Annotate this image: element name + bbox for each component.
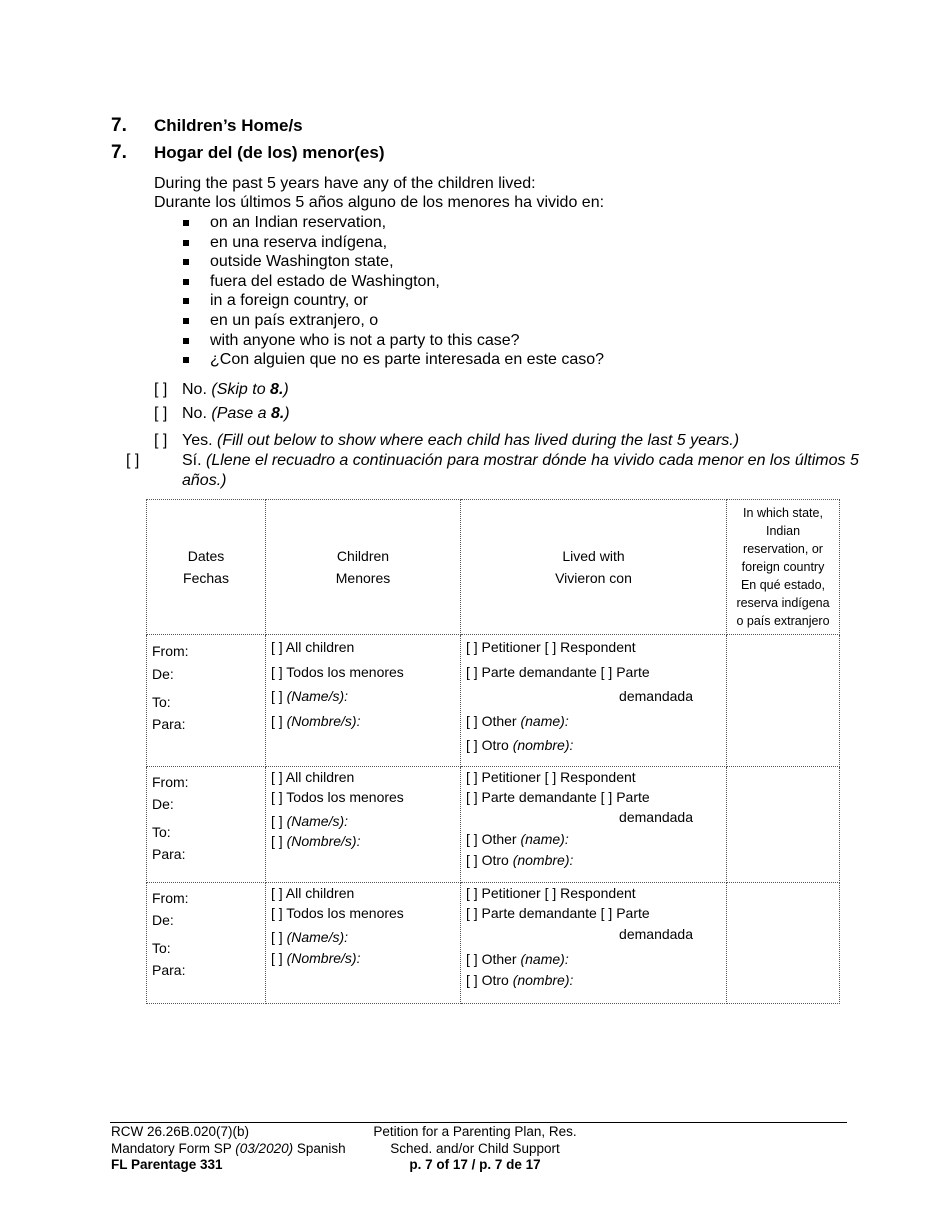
- lived-with-cell: [461, 883, 727, 1004]
- parte-demandante-checkbox[interactable]: [ ] Parte demandante [ ] Parte: [466, 789, 650, 805]
- petitioner-respondent-checkbox[interactable]: [ ] Petitioner [ ] Respondent: [466, 639, 636, 655]
- todos-menores-checkbox[interactable]: [ ] Todos los menores: [271, 663, 404, 680]
- bullet-item: fuera del estado de Washington,: [182, 272, 604, 292]
- dates-cell: [147, 883, 266, 1004]
- demandada-label: demandada: [619, 809, 693, 825]
- nombres-field[interactable]: [ ] (Nombre/s):: [271, 950, 361, 966]
- demandada-label: demandada: [619, 926, 693, 942]
- de-field[interactable]: De:: [152, 912, 174, 928]
- nombres-field[interactable]: [ ] (Nombre/s):: [271, 712, 361, 729]
- children-cell: [266, 883, 461, 1004]
- footer-center: [355, 1124, 595, 1174]
- otro-field[interactable]: [ ] Otro (nombre):: [466, 852, 574, 868]
- bullet-item: en una reserva indígena,: [182, 233, 604, 253]
- para-field[interactable]: Para:: [152, 716, 186, 732]
- bullet-item: on an Indian reservation,: [182, 213, 604, 233]
- petitioner-respondent-checkbox[interactable]: [ ] Petitioner [ ] Respondent: [466, 769, 636, 785]
- lived-with-cell: [461, 635, 727, 767]
- bullet-item: outside Washington state,: [182, 252, 604, 272]
- bullet-item: en un país extranjero, o: [182, 311, 604, 331]
- other-field[interactable]: [ ] Other (name):: [466, 831, 569, 847]
- header-dates: Dates Fechas: [147, 500, 266, 635]
- table-header-row: [147, 500, 840, 635]
- de-field[interactable]: De:: [152, 796, 174, 812]
- to-field[interactable]: To:: [152, 940, 171, 956]
- option-no-es: [ ] No. (Pase a 8.): [154, 405, 290, 422]
- all-children-checkbox[interactable]: [ ] All children: [271, 769, 355, 785]
- location-cell[interactable]: [727, 883, 840, 1004]
- footer-form-line: Mandatory Form SP (03/2020) Spanish: [111, 1140, 346, 1156]
- children-cell: [266, 635, 461, 767]
- para-field[interactable]: Para:: [152, 962, 186, 978]
- intro-text-en: During the past 5 years have any of the children lived:: [154, 175, 536, 192]
- footer-divider: [110, 1122, 847, 1123]
- names-field[interactable]: [ ] (Name/s):: [271, 929, 349, 945]
- bullet-item: with anyone who is not a party to this case?: [182, 331, 604, 351]
- option-no-en: [ ] No. (Skip to 8.): [154, 381, 289, 398]
- all-children-checkbox[interactable]: [ ] All children: [271, 885, 355, 901]
- footer-title-2: Sched. and/or Child Support: [390, 1140, 560, 1156]
- checkbox-no-es[interactable]: [ ]: [154, 405, 168, 422]
- section-title-en: Children’s Home/s: [154, 116, 303, 135]
- otro-field[interactable]: [ ] Otro (nombre):: [466, 972, 574, 988]
- header-lived-with: Lived with Vivieron con: [461, 500, 727, 635]
- names-field[interactable]: [ ] (Name/s):: [271, 688, 349, 704]
- other-field[interactable]: [ ] Other (name):: [466, 712, 569, 729]
- footer-page-number: p. 7 of 17 / p. 7 de 17: [409, 1157, 541, 1172]
- option-yes-en: [ ] Yes. (Fill out below to show where each child has lived during the last 5 years.): [154, 432, 740, 449]
- footer-title-1: Petition for a Parenting Plan, Res.: [373, 1124, 577, 1139]
- from-field[interactable]: From:: [152, 774, 189, 790]
- header-location: In which state, Indian reservation, or foreign country En qué estado, reserva indígena o país extranjero: [727, 500, 840, 635]
- table-row: [147, 767, 840, 883]
- bullet-item: in a foreign country, or: [182, 291, 604, 311]
- footer-form-id: FL Parentage 331: [111, 1157, 223, 1172]
- all-children-checkbox[interactable]: [ ] All children: [271, 639, 355, 655]
- residence-bullet-list: [182, 213, 604, 370]
- to-field[interactable]: To:: [152, 824, 171, 840]
- location-cell[interactable]: [727, 635, 840, 767]
- lived-with-cell: [461, 767, 727, 883]
- from-field[interactable]: From:: [152, 890, 189, 906]
- todos-menores-checkbox[interactable]: [ ] Todos los menores: [271, 905, 404, 921]
- table-row: [147, 883, 840, 1004]
- bullet-item: ¿Con alguien que no es parte interesada en este caso?: [182, 350, 604, 370]
- names-field[interactable]: [ ] (Name/s):: [271, 813, 349, 829]
- section-number-es: 7.: [111, 142, 127, 163]
- de-field[interactable]: De:: [152, 665, 174, 682]
- petitioner-respondent-checkbox[interactable]: [ ] Petitioner [ ] Respondent: [466, 885, 636, 901]
- parte-demandante-checkbox[interactable]: [ ] Parte demandante [ ] Parte: [466, 905, 650, 921]
- section-title-es: Hogar del (de los) menor(es): [154, 143, 385, 162]
- dates-cell: [147, 635, 266, 767]
- from-field[interactable]: From:: [152, 643, 189, 659]
- footer-left: [111, 1124, 346, 1174]
- location-cell[interactable]: [727, 767, 840, 883]
- checkbox-yes-en[interactable]: [ ]: [154, 432, 168, 449]
- dates-cell: [147, 767, 266, 883]
- to-field[interactable]: To:: [152, 693, 171, 710]
- nombres-field[interactable]: [ ] (Nombre/s):: [271, 833, 361, 849]
- table-row: [147, 635, 840, 767]
- checkbox-no-en[interactable]: [ ]: [154, 381, 168, 398]
- intro-text-es: Durante los últimos 5 años alguno de los menores ha vivido en:: [154, 194, 605, 211]
- footer-rcw: RCW 26.26B.020(7)(b): [111, 1124, 250, 1139]
- other-field[interactable]: [ ] Other (name):: [466, 951, 569, 967]
- parte-demandante-checkbox[interactable]: [ ] Parte demandante [ ] Parte: [466, 663, 650, 680]
- otro-field[interactable]: [ ] Otro (nombre):: [466, 737, 574, 753]
- para-field[interactable]: Para:: [152, 846, 186, 862]
- residence-table: [146, 499, 840, 1004]
- section-number: 7.: [111, 115, 127, 136]
- todos-menores-checkbox[interactable]: [ ] Todos los menores: [271, 789, 404, 805]
- option-yes-es: [ ] Sí. (Llene el recuadro a continuación para mostrar dónde ha vivido cada menor en los últimos 5 años.): [126, 452, 859, 489]
- checkbox-yes-es[interactable]: [ ]: [126, 452, 140, 469]
- children-cell: [266, 767, 461, 883]
- header-children: Children Menores: [266, 500, 461, 635]
- demandada-label: demandada: [619, 688, 693, 704]
